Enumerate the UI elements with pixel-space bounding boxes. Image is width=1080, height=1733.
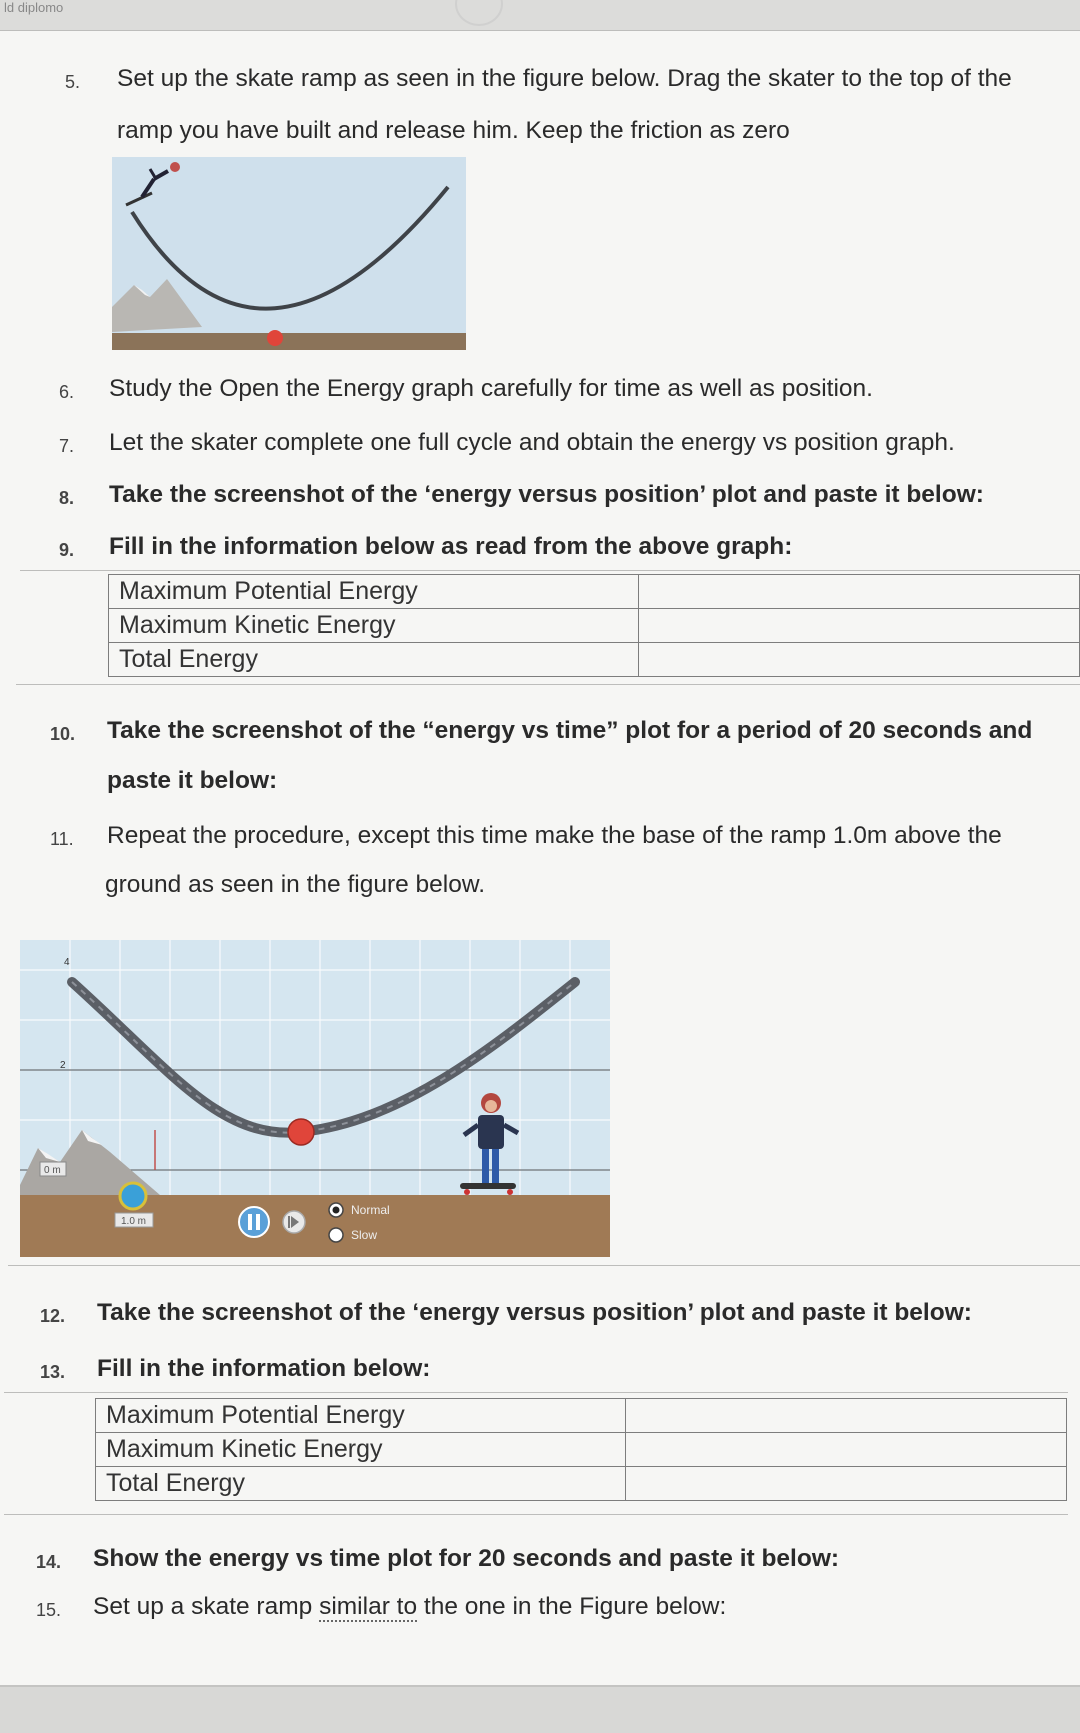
height-label: 1.0 m (121, 1216, 147, 1227)
table-value-cell[interactable] (626, 1399, 1067, 1433)
step-number: 11. (50, 829, 74, 849)
ground-strip (112, 333, 466, 350)
page-bottom-edge (0, 1685, 1080, 1733)
step-text: Fill in the information below as read from the above graph: (109, 533, 793, 560)
step-text-end: the one in the Figure below: (417, 1593, 727, 1620)
ground (20, 1195, 610, 1257)
step-number: 14. (36, 1552, 62, 1572)
step-text-start: Set up a skate ramp (93, 1593, 320, 1620)
ramp-bottom-ball (267, 330, 283, 346)
ramp-illustration-1 (112, 157, 466, 350)
table-label: Maximum Potential Energy (96, 1399, 626, 1433)
table-row (96, 1399, 1067, 1433)
previous-page-band (0, 0, 1080, 30)
table-row (109, 609, 1080, 643)
step-number: 9. (59, 540, 75, 560)
skate-ramp-figure-2 (20, 940, 610, 1257)
divider (4, 1514, 1068, 1515)
skate-ramp-figure-1 (112, 157, 466, 350)
step-text: Set up the skate ramp as seen in the figure below. Drag the skater to the top of the (117, 65, 1012, 92)
ramp-control-point[interactable] (288, 1119, 314, 1145)
step-text: Take the screenshot of the “energy vs time” plot for a period of 20 seconds and (107, 717, 1033, 744)
step-button[interactable] (283, 1211, 305, 1233)
step-11-continuation: ground as seen in the figure below. (105, 871, 486, 898)
height-tick-4: 4 (64, 957, 70, 968)
height-tick-2: 2 (60, 1060, 66, 1071)
table-value-cell[interactable] (626, 1467, 1067, 1501)
table-row (96, 1467, 1067, 1501)
table-label: Maximum Kinetic Energy (109, 609, 639, 643)
divider (4, 1392, 1068, 1393)
radio-normal[interactable] (329, 1203, 390, 1217)
step-number: 12. (40, 1306, 66, 1326)
measuring-tape-knob[interactable] (120, 1183, 146, 1209)
table-row (109, 643, 1080, 677)
step-text: Repeat the procedure, except this time make the base of the ramp 1.0m above the (107, 822, 1002, 849)
step-number: 6. (59, 382, 75, 402)
step-number: 13. (40, 1362, 66, 1382)
height-tick-0: 0 m (44, 1165, 61, 1176)
divider (8, 1265, 1080, 1266)
table-row (96, 1433, 1067, 1467)
table-value-cell[interactable] (626, 1433, 1067, 1467)
table-label: Total Energy (96, 1467, 626, 1501)
step-number: 15. (36, 1600, 62, 1620)
energy-table-1 (108, 574, 1080, 677)
radio-slow-label: Slow (351, 1228, 378, 1242)
table-label: Maximum Potential Energy (109, 575, 639, 609)
previous-page-fragment: ld diplomo (4, 0, 64, 15)
step-text: Take the screenshot of the ‘energy versus position’ plot and paste it below: (109, 481, 984, 508)
energy-table-2 (95, 1398, 1067, 1501)
radio-normal-label: Normal (351, 1203, 390, 1217)
spellcheck-underlined-phrase: similar to (319, 1593, 418, 1620)
step-number: 10. (50, 724, 76, 744)
table-value-cell[interactable] (639, 609, 1080, 643)
radio-slow[interactable] (329, 1228, 377, 1242)
step-number: 8. (59, 488, 75, 508)
table-row (109, 575, 1080, 609)
step-number: 5. (65, 72, 81, 92)
table-label: Total Energy (109, 643, 639, 677)
step-text: Take the screenshot of the ‘energy versus position’ plot and paste it below: (97, 1299, 972, 1326)
step-text: Fill in the information below: (97, 1355, 431, 1382)
step-text: Show the energy vs time plot for 20 seconds and paste it below: (93, 1545, 840, 1572)
table-value-cell[interactable] (639, 575, 1080, 609)
step-text: Let the skater complete one full cycle and obtain the energy vs position graph. (109, 429, 955, 456)
step-text (93, 1592, 726, 1622)
divider (16, 684, 1080, 685)
table-value-cell[interactable] (639, 643, 1080, 677)
step-5-continuation: ramp you have built and release him. Keep the friction as zero (117, 117, 790, 144)
table-label: Maximum Kinetic Energy (96, 1433, 626, 1467)
pause-button[interactable] (239, 1207, 269, 1237)
step-10-continuation: paste it below: (107, 767, 278, 794)
cursor-ring (455, 0, 503, 26)
ramp-simulation-screenshot (20, 940, 610, 1257)
step-text: Study the Open the Energy graph carefully for time as well as position. (109, 375, 873, 402)
step-number: 7. (59, 436, 75, 456)
divider (20, 570, 1080, 571)
